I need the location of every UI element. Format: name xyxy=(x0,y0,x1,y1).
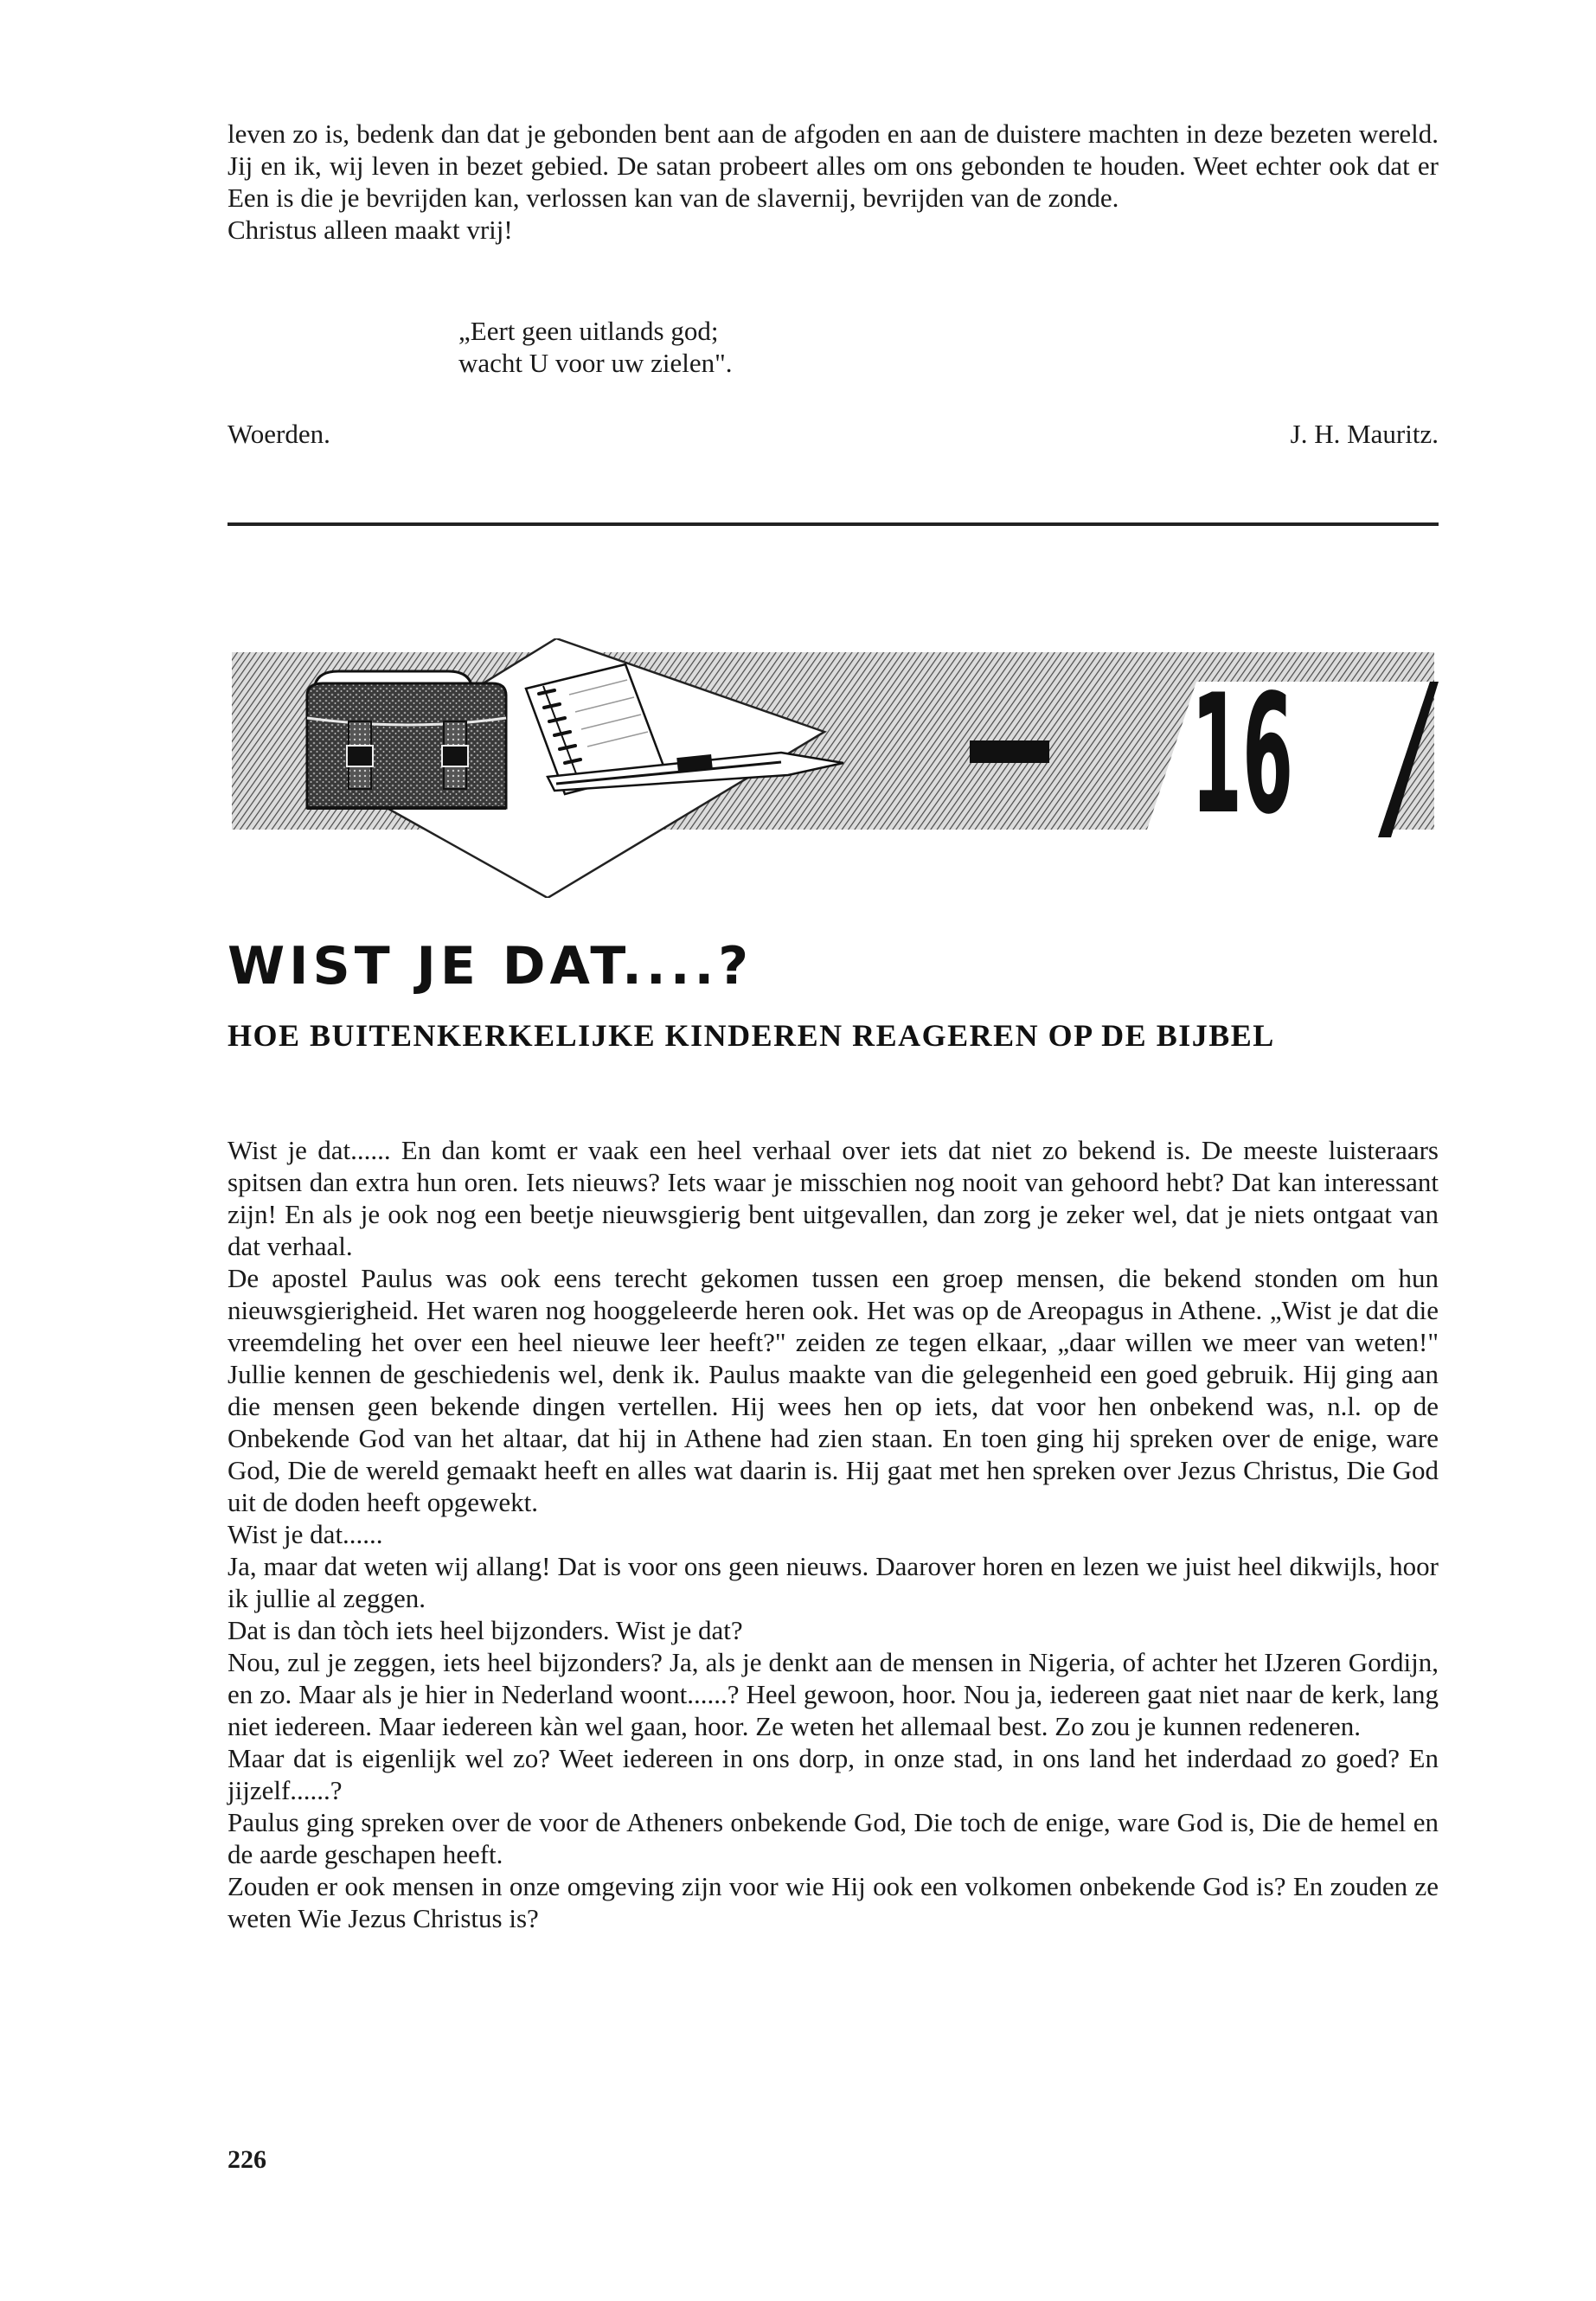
closing-paragraph xyxy=(228,118,1439,246)
article-body xyxy=(228,1134,1439,1934)
dash-mark xyxy=(970,740,1049,763)
issue-number: 16 xyxy=(1191,659,1293,850)
paragraph: leven zo is, bedenk dan dat je gebonden bent aan de afgoden en aan de duistere machten in deze bezeten wereld. Jij en ik, wij leven in bezet gebied. De satan probeert alles om ons gebonden te houden. Weet echter ook dat er Een is die je bevrijden kan, verlossen kan van de slavernij, bevrijden van de zonde. xyxy=(228,119,1439,213)
page-number: 226 xyxy=(228,2145,266,2174)
paragraph: Maar dat is eigenlijk wel zo? Weet iedereen in ons dorp, in onze stad, in ons land het inderdaad zo goed? En jijzelf......? xyxy=(228,1743,1439,1805)
author-signature: J. H. Mauritz. xyxy=(1290,419,1439,449)
page-title: WIST JE DAT....? xyxy=(228,936,753,997)
paragraph: De apostel Paulus was ook eens terecht gekomen tussen een groep mensen, die bekend stonden om hun nieuwsgierigheid. Het waren nog hooggeleerde heren ook. Het was op de Areopagus in Athene. „Wist je dat die vreemdeling het over een heel nieuwe leer heeft?" zeiden ze tegen elkaar, „daar willen we meer van weten!" Jullie kennen de geschiedenis wel, denk ik. Paulus maakte van die gelegenheid een goed gebruik. Hij ging aan die mensen geen bekende dingen vertellen. Hij wees hen op iets, dat voor hen onbekend was, n.l. op de Onbekende God van het altaar, dat hij in Athene had zien staan. En toen ging hij spreken over de enige, ware God, Die de wereld gemaakt heeft en alles wat daarin is. Hij gaat met hen spreken over Jezus Christus, Die God uit de doden heeft opgewekt. xyxy=(228,1263,1439,1517)
paragraph: Nou, zul je zeggen, iets heel bijzonders? Ja, als je denkt aan de mensen in Nigeria, of achter het IJzeren Gordijn, en zo. Maar als je hier in Nederland woont......? Heel gewoon, hoor. Nou ja, iedereen gaat niet naar de kerk, lang niet iedereen. Maar iedereen kàn wel gaan, hoor. Ze weten het allemaal best. Zo zou je kunnen redeneren. xyxy=(228,1647,1439,1741)
paragraph: Christus alleen maakt vrij! xyxy=(228,215,513,245)
briefcase-icon xyxy=(307,671,506,808)
paragraph: Ja, maar dat weten wij allang! Dat is voor ons geen nieuws. Daarover horen en lezen we juist heel dikwijls, hoor ik jullie al zeggen. xyxy=(228,1551,1439,1613)
paragraph: Paulus ging spreken over de voor de Atheners onbekende God, Die toch de enige, ware God is, Die de hemel en de aarde geschapen heeft. xyxy=(228,1807,1439,1869)
quote-line: wacht U voor uw zielen". xyxy=(458,348,733,378)
page-subtitle: HOE BUITENKERKELIJKE KINDEREN REAGEREN OP DE BIJBEL xyxy=(228,1018,1275,1053)
paragraph: Zouden er ook mensen in onze omgeving zijn voor wie Hij ook een volkomen onbekende God is? En zouden ze weten Wie Jezus Christus is? xyxy=(228,1871,1439,1933)
paragraph: Wist je dat...... xyxy=(228,1519,383,1549)
place-signature: Woerden. xyxy=(228,419,330,449)
section-banner xyxy=(228,638,1439,898)
quote xyxy=(458,315,733,379)
quote-line: „Eert geen uitlands god; xyxy=(458,316,719,346)
paragraph: Wist je dat...... En dan komt er vaak een heel verhaal over iets dat niet zo bekend is. De meeste luisteraars spitsen dan extra hun oren. Iets nieuws? Iets waar je misschien nog nooit van gehoord hebt? Dat kan interessant zijn! En als je ook nog een beetje nieuwsgierig bent uitgevallen, dan zorg je zeker wel, dat je niets ontgaat van dat verhaal. xyxy=(228,1135,1439,1261)
section-divider xyxy=(228,522,1439,526)
paragraph: Dat is dan tòch iets heel bijzonders. Wist je dat? xyxy=(228,1615,743,1645)
